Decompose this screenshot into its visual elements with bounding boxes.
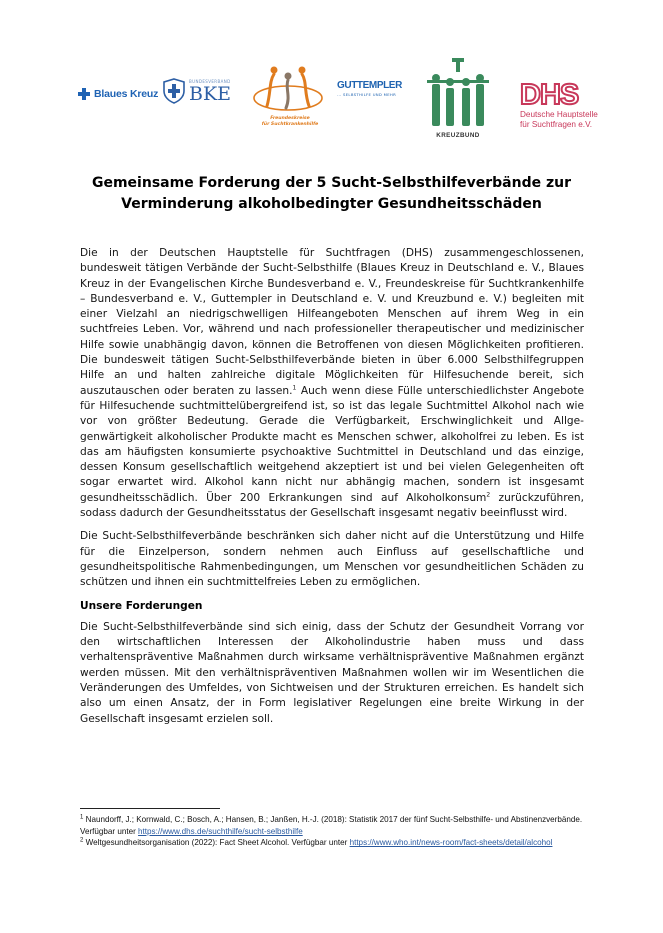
logo-bar [0,58,663,148]
paragraph-demands: Die Sucht-Selbsthilfeverbände sind sich einig, dass der Schutz der Gesundheit Vorrang vor den wirtschaftlichen Interessen der Alkoholindustrie haben muss und dass verhaltenspräventive Maßnahmen durch wirksame verhältnispräventive Maßnahmen ergänzt werden müssen. Mit den verhältnispräventiven Maßnahmen wollen wir im Wesentlichen die Veränderungen des Umfeldes, von Sichtweisen und der Strukturen erreichen. Es handelt sich also um einen Ansatz, der in Form legislativer Regelungen eine breite Wirkung in der Gesellschaft insgesamt erzielen soll. [80,620,584,725]
footnote-divider [80,808,220,809]
guttempler-subline: ... SELBSTHILFE UND MEHR [337,92,397,97]
dhs-letters: DHS [520,79,579,111]
footnote-2-link[interactable]: https://www.who.int/news-room/fact-sheets/detail/alcohol [349,838,553,848]
blaues-kreuz-label: Blaues Kreuz [94,88,159,100]
dhs-line2: für Suchtfragen e.V. [520,119,593,129]
bke-label: BKE [189,83,232,105]
footnote-2-number: 2 [80,837,84,844]
freundeskreise-line1: Freundeskreise [270,116,310,121]
paragraph-intro-part-b: Auch wenn diese Fülle unterschiedlichster Angebote für Hilfesuchende suchtmittelübergreifend ist, so ist das legale Suchtmittel Alkohol nach wie vor von größter Bedeutung. Gerade die Verfügbarkeit, Erschwinglichkeit und Allgegenwärtigkeit alkoholischer Produkte macht es Menschen schwer, alkoholfrei zu leben. Es ist das am häufigsten konsumierte psychoaktive Suchtmittel in Deutschland und das einzige, dessen Konsum gesellschaftlich weitgehend akzeptiert ist und bei vielen Gelegenheiten oft sogar erwartet wird. Alkohol kann nicht nur abhängig machen, sondern ist insgesamt gesundheitsschädlich. Über 200 Erkrankungen sind auf Alkoholkonsum [80,384,584,504]
freundeskreise-logo [249,62,327,140]
footnote-ref-2[interactable]: 2 [486,491,491,499]
document-body [80,246,584,735]
footnote-1 [80,814,584,837]
footnote-2 [80,837,584,849]
footnotes [80,814,584,849]
kreuzbund-logo [424,58,492,142]
section-heading: Unsere Forderungen [80,599,203,612]
guttempler-logo [337,80,402,97]
footnote-1-number: 1 [80,814,84,821]
footnote-2-text: Weltgesundheitsorganisation (2022): Fact Sheet Alcohol. Verfügbar unter [83,838,350,848]
bke-caption: BUNDESVERBAND [189,79,231,84]
title-line-1: Gemeinsame Forderung der 5 Sucht-Selbsthilfeverbände zur [91,175,571,191]
bke-logo [163,78,231,104]
shield-cross-icon [163,78,185,104]
blue-cross-icon [78,88,90,100]
freundeskreise-figures-icon [249,62,327,118]
blaues-kreuz-logo [78,88,158,100]
paragraph-intro-part-c: zurückzuführen, sodass dadurch der Gesundheitsstatus der Gesellschaft insgesamt negativ beeinflusst wird. [80,491,584,520]
freundeskreise-line2: für Suchtkrankenhilfe [261,122,319,127]
dhs-line1: Deutsche Hauptstelle [520,110,598,119]
footnote-1-link[interactable]: https://www.dhs.de/suchthilfe/sucht-selbsthilfe [138,826,303,836]
paragraph-intro-part-a: Die in der Deutschen Hauptstelle für Suchtfragen (DHS) zusammengeschlossenen, bundesweit tätigen Verbände der Sucht-Selbsthilfe (Blaues Kreuz in Deutschland e. V., Blaues Kreuz in der Evangelischen Kirche Bundesverband e. V., Freundeskreise für Suchtkrankenhilfe – Bundesverband e. V., Guttempler in Deutschland e. V. und Kreuzbund e. V.) begleiten mit einer Vielzahl an niedrigschwelligen Hilfeangeboten Menschen auf ihrem Weg in ein suchtfreies Leben. Vor, während und nach professioneller therapeutischer und medizinischer Hilfe sowie unabhängig davon, können die Betroffenen von diesen Möglichkeiten profitieren. Die bundesweit tätigen Sucht-Selbsthilfeverbände bieten in über 6.000 Selbsthilfegruppen Hilfe an und halten zahlreiche digitale Möglichkeiten für Hilfesuchende bereit, sich auszutauschen oder beraten zu lassen. [80,247,584,397]
kreuzbund-figures-icon [424,58,492,130]
dhs-logo [520,80,598,129]
title-line-2: Verminderung alkoholbedingter Gesundheitsschäden [121,196,542,212]
paragraph-intro [80,246,584,521]
document-title [60,173,603,215]
footnote-1-text: Naundorff, J.; Kornwald, C.; Bosch, A.; Hansen, B.; Janßen, H.-J. (2018): Statistik 2017 der fünf Sucht-Selbsthilfe- und Abstinenzverbände. Verfügbar unter [80,815,583,836]
paragraph-scope: Die Sucht-Selbsthilfeverbände beschränken sich daher nicht auf die Unterstützung und Hilfe für die Einzelperson, sondern nehmen auch Einfluss auf gesellschaftliche und gesundheitspolitische Rahmenbedingungen, um Menschen vor gesundheitlichen Schäden zu schützen und ihnen ein suchtmittelfreies Leben zu ermöglichen. [80,530,584,589]
footnote-ref-1[interactable]: 1 [292,384,297,392]
freundeskreise-caption [253,116,327,128]
kreuzbund-label: KREUZBUND [436,132,480,139]
guttempler-label: GUTTEMPLER [337,80,402,91]
